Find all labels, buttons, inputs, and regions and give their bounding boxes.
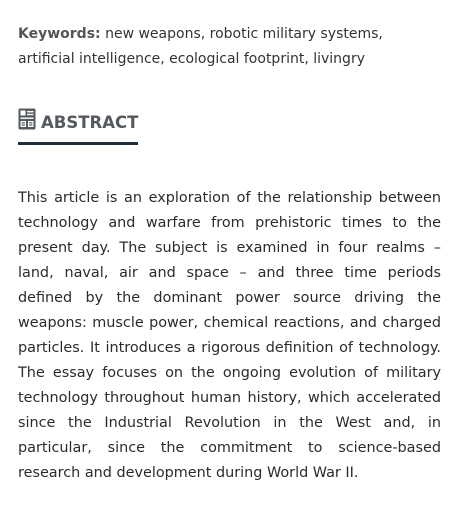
keywords-line — [18, 22, 442, 72]
keywords-text: new weapons, robotic military systems, artificial intelligence, ecological footprint, livingry — [18, 26, 383, 67]
abstract-heading — [18, 107, 138, 145]
abstract-document-icon — [18, 108, 36, 130]
keywords-label: Keywords: — [18, 26, 101, 42]
abstract-title: ABSTRACT — [41, 113, 139, 132]
abstract-body: This article is an exploration of the relationship between technology and warfare from prehistoric times to the present day. The subject is examined in four realms – land, naval, air and space – and three time periods defined by the dominant power source driving the weapons: muscle power, chemical reactions, and charged particles. It introduces a rigorous definition of technology. The essay focuses on the ongoing evolution of military technology throughout human history, which accelerated since the Industrial Revolution in the West and, in particular, since the commitment to science-based research and development during World War II. — [18, 190, 441, 481]
